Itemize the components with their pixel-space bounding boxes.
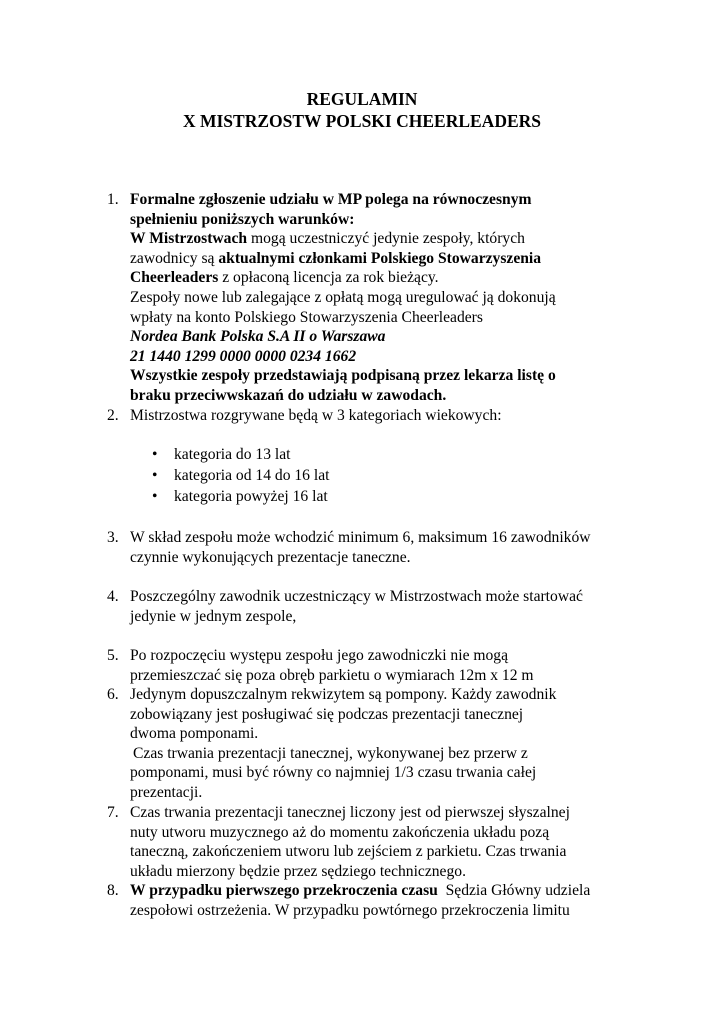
bold-phrase: aktualnymi członkami Polskiego Stowarzyszenia xyxy=(218,249,542,267)
rule-item-6 xyxy=(107,685,647,803)
item-text-line: przemieszczać się poza obręb parkietu o wymiarach 12m x 12 m xyxy=(130,666,534,684)
item-text-line: Czas trwania prezentacji tanecznej liczony jest od pierwszej słyszalnej xyxy=(130,804,570,821)
item-text-line: czynnie wykonujących prezentacje taneczne. xyxy=(130,548,411,566)
bullet-text: kategoria powyżej 16 lat xyxy=(174,488,328,505)
text-phrase: z opłaconą licencja za rok bieżący. xyxy=(218,269,439,287)
item-text-line xyxy=(130,268,647,288)
item-number: 4. xyxy=(107,588,119,605)
bullet-icon: • xyxy=(152,467,158,484)
bold-phrase: W przypadku pierwszego przekroczenia czasu xyxy=(130,882,438,899)
rule-item-8 xyxy=(107,881,647,920)
item-text-line: Zespoły nowe lub zalegające z opłatą mogą uregulować ją dokonują xyxy=(130,288,556,306)
bullet-text: kategoria od 14 do 16 lat xyxy=(174,467,330,484)
item-number: 6. xyxy=(107,686,119,703)
item-text-line: prezentacji. xyxy=(130,783,203,801)
document-title: REGULAMIN xyxy=(306,89,418,109)
item-text-line: Jedynym dopuszczalnym rekwizytem są pompony. Każdy zawodnik xyxy=(130,686,557,703)
bank-account-number: 21 1440 1299 0000 0000 0234 1662 xyxy=(130,347,357,365)
item-text-line: zespołowi ostrzeżenia. W przypadku powtórnego przekroczenia limitu xyxy=(130,901,570,919)
item-text-line: braku przeciwwskazań do udziału w zawodach. xyxy=(130,386,447,404)
item-text-line: zobowiązany jest posługiwać się podczas prezentacji tanecznej xyxy=(130,705,524,723)
item-number: 8. xyxy=(107,882,119,899)
item-text-line: wpłaty na konto Polskiego Stowarzyszenia Cheerleaders xyxy=(130,308,483,326)
item-text-line: Wszystkie zespoły przedstawiają podpisaną przez lekarza listę o xyxy=(130,367,556,385)
item-text-line: Poszczególny zawodnik uczestniczący w Mistrzostwach może startować xyxy=(130,588,583,605)
item-text-line: taneczną, zakończeniem utworu lub zejściem z parkietu. Czas trwania xyxy=(130,843,567,861)
item-number: 7. xyxy=(107,804,119,821)
bold-phrase: W Mistrzostwach xyxy=(130,230,248,248)
item-text-line: Czas trwania prezentacji tanecznej, wykonywanej bez przerw z xyxy=(133,744,528,762)
item-text-line xyxy=(130,249,647,269)
item-text-line: jedynie w jednym zespole, xyxy=(130,607,297,625)
document-subtitle: X MISTRZOSTW POLSKI CHEERLEADERS xyxy=(182,111,542,131)
item-number: 5. xyxy=(107,647,119,664)
bullet-icon: • xyxy=(152,446,158,463)
text-phrase: zawodnicy są xyxy=(130,249,219,267)
item-number: 3. xyxy=(107,529,119,546)
rule-item-5 xyxy=(107,646,647,685)
rule-item-4 xyxy=(107,587,647,626)
text-phrase: mogą uczestniczyć jedynie zespoły, których xyxy=(247,230,525,248)
item-number: 1. xyxy=(107,191,119,208)
rule-item-2 xyxy=(107,406,647,426)
item-text-line: W skład zespołu może wchodzić minimum 6, maksimum 16 zawodników xyxy=(130,529,591,546)
rule-item-3 xyxy=(107,528,647,567)
item-text-line: dwoma pomponami. xyxy=(130,725,259,743)
item-number: 2. xyxy=(107,407,119,424)
item-text-line: Mistrzostwa rozgrywane będą w 3 kategoriach wiekowych: xyxy=(130,407,502,424)
item-text-line xyxy=(130,229,647,249)
item-text-line: nuty utworu muzycznego aż do momentu zakończenia układu pozą xyxy=(130,823,550,841)
item-text-line: spełnieniu poniższych warunków: xyxy=(130,210,355,228)
item-text-line: układu mierzony będzie przez sędziego technicznego. xyxy=(130,862,466,880)
bullet-icon: • xyxy=(152,488,158,505)
bold-phrase: Cheerleaders xyxy=(130,269,219,287)
rule-item-7 xyxy=(107,803,647,881)
bullet-text: kategoria do 13 lat xyxy=(174,446,291,463)
item-text-line: pomponami, musi być równy co najmniej 1/3 czasu trwania całej xyxy=(130,764,537,782)
item-text-line: Po rozpoczęciu występu zespołu jego zawodniczki nie mogą xyxy=(130,647,509,664)
bank-name: Nordea Bank Polska S.A II o Warszawa xyxy=(130,328,386,346)
rule-item-1 xyxy=(107,190,647,406)
item-text-line xyxy=(130,881,647,901)
text-phrase: Sędzia Główny udziela xyxy=(437,882,591,899)
item-text-line: Formalne zgłoszenie udziału w MP polega na równoczesnym xyxy=(130,191,532,208)
